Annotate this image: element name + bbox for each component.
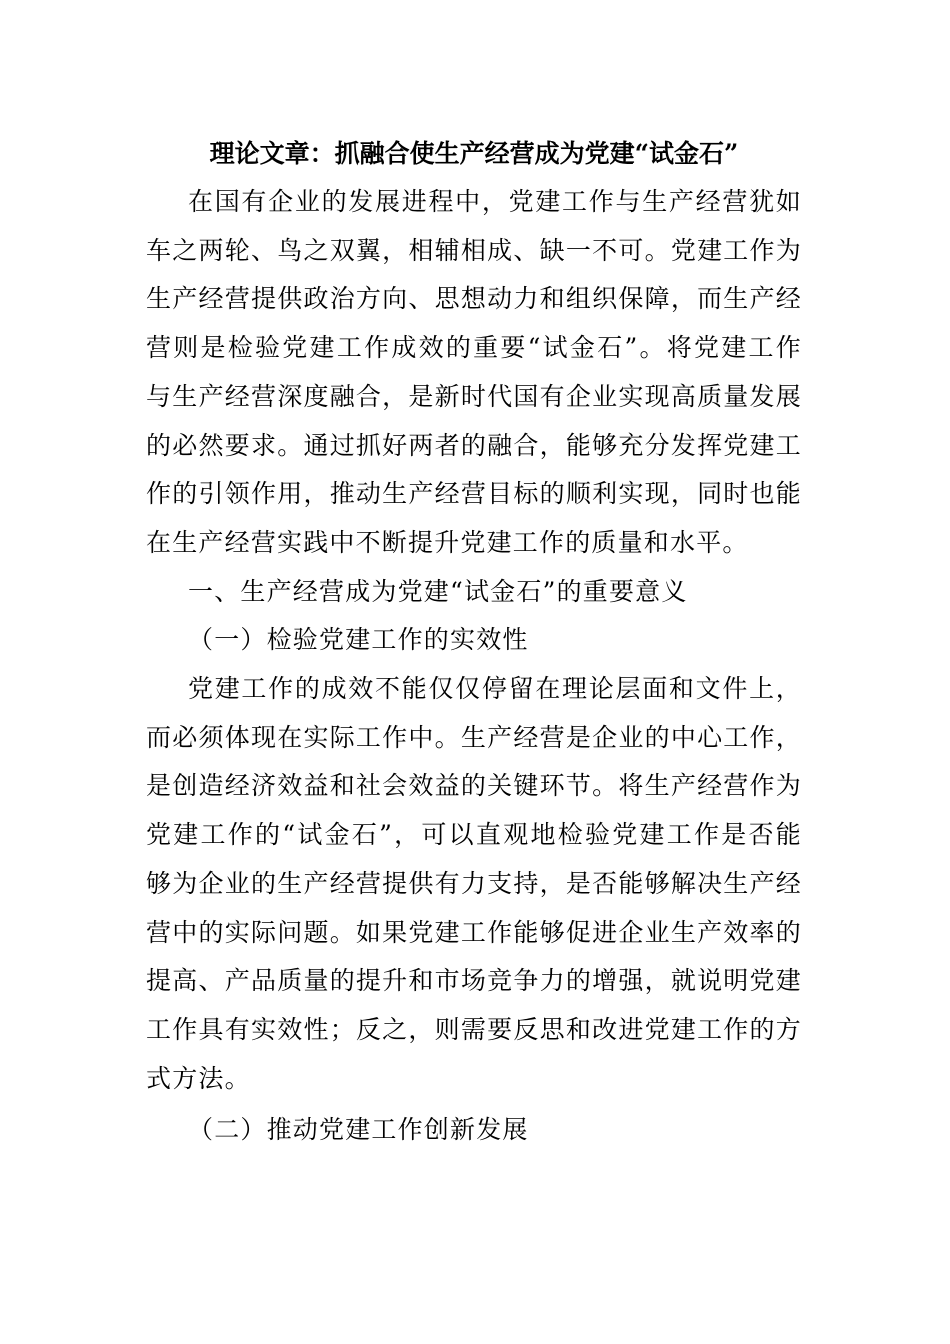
section-heading-1: 一、生产经营成为党建“试金石”的重要意义	[188, 576, 688, 606]
paragraph-effectiveness: 党建工作的成效不能仅仅停留在理论层面和文件上，而必须体现在实际工作中。生产经营是企业的中心工作，是创造经济效益和社会效益的关键环节。将生产经营作为党建工作的“试金石”，可以直观地检验党建工作是否能够为企业的生产经营提供有力支持，是否能够解决生产经营中的实际问题。如果党建工作能够促进企业生产效率的提高、产品质量的提升和市场竞争力的增强，就说明党建工作具有实效性；反之，则需要反思和改进党建工作的方式方法。	[146, 674, 802, 1093]
document-title: 理论文章：抓融合使生产经营成为党建“试金石”	[209, 139, 739, 168]
subsection-heading-2: （二）推动党建工作创新发展	[188, 1115, 529, 1145]
paragraph-intro: 在国有企业的发展进程中，党建工作与生产经营犹如车之两轮、鸟之双翼，相辅相成、缺一不可。党建工作为生产经营提供政治方向、思想动力和组织保障，而生产经营则是检验党建工作成效的重要“试金石”。将党建工作与生产经营深度融合，是新时代国有企业实现高质量发展的必然要求。通过抓好两者的融合，能够充分发挥党建工作的引领作用，推动生产经营目标的顺利实现，同时也能在生产经营实践中不断提升党建工作的质量和水平。	[146, 187, 802, 557]
subsection-heading-1: （一）检验党建工作的实效性	[188, 625, 529, 655]
document-body	[146, 178, 802, 1155]
